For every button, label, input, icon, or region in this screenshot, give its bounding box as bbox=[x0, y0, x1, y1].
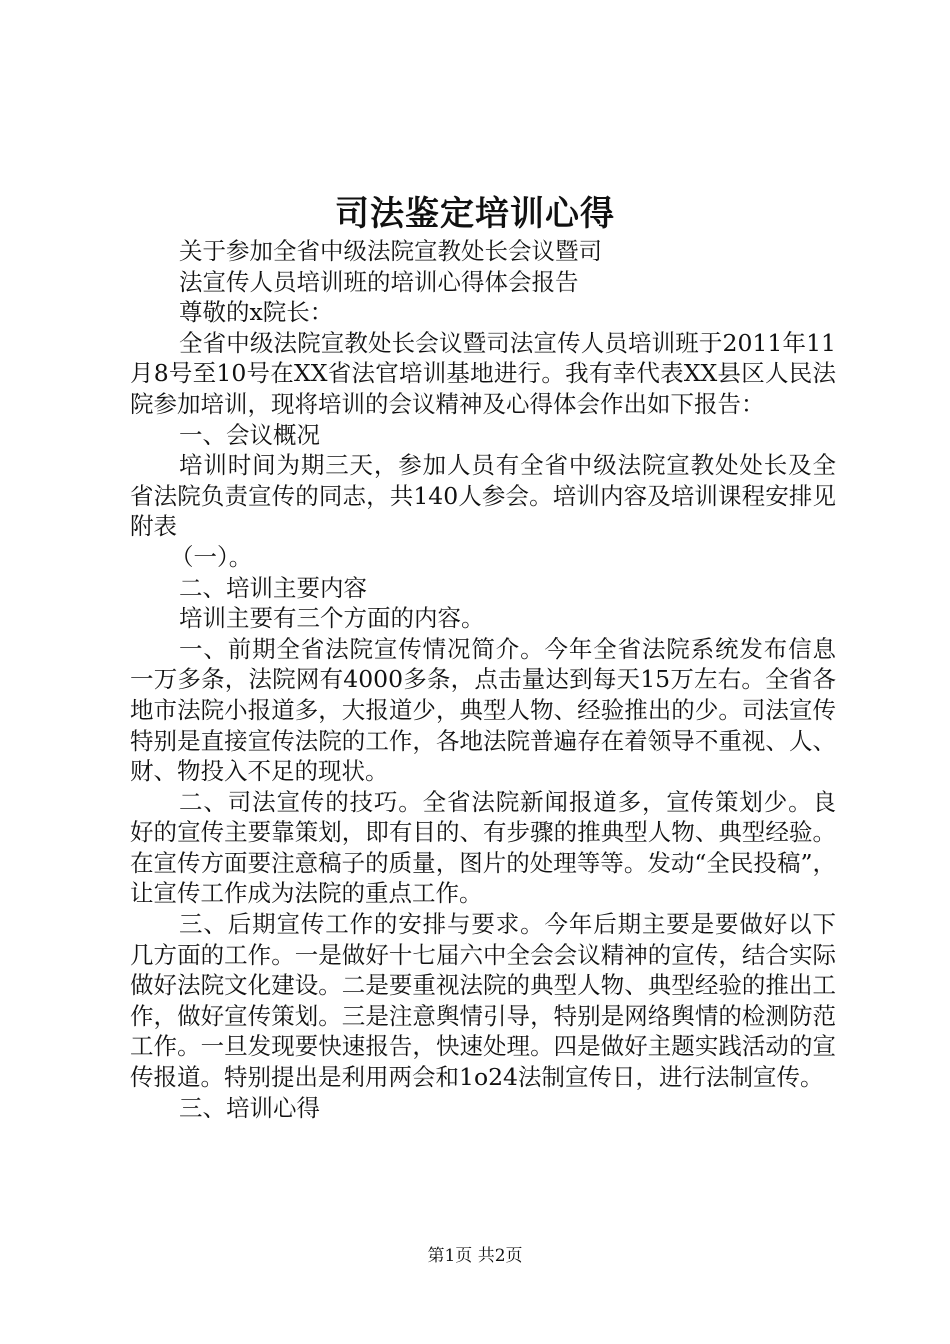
paragraph-heading-line-1: 关于参加全省中级法院宣教处长会议暨司 bbox=[179, 237, 602, 265]
section-heading-content: 二、培训主要内容 bbox=[179, 573, 367, 602]
document-body bbox=[130, 236, 836, 1123]
paragraph-content-summary: 培训主要有三个方面的内容。 bbox=[179, 604, 485, 633]
section-heading-overview: 一、会议概况 bbox=[179, 420, 320, 449]
paragraph-content-1: 一、前期全省法院宣传情况简介。今年全省法院系统发布信息一万多条，法院网有4000多条，点击量达到每天15万左右。全省各地市法院小报道多，大报道少，典型人物、经验推出的少。司法宣传特别是直接宣传法院的工作，各地法院普遍存在着领导不重视、人、财、物投入不足的现状。 bbox=[130, 634, 836, 786]
section-heading-insights: 三、培训心得 bbox=[179, 1093, 320, 1122]
paragraph-intro: 全省中级法院宣教处长会议暨司法宣传人员培训班于2011年11月8号至10号在XX省法官培训基地进行。我有幸代表XX县区人民法院参加培训，现将培训的会议精神及心得体会作出如下报告： bbox=[130, 328, 836, 418]
paragraph-overview: 培训时间为期三天，参加人员有全省中级法院宣教处处长及全省法院负责宣传的同志，共140人参会。培训内容及培训课程安排见附表 bbox=[130, 451, 836, 541]
document-title: 司法鉴定培训心得 bbox=[335, 194, 615, 234]
paragraph-heading-line-2: 法宣传人员培训班的培训心得体会报告 bbox=[179, 267, 579, 296]
paragraph-content-3: 三、后期宣传工作的安排与要求。今年后期主要是要做好以下几方面的工作。一是做好十七届六中全会会议精神的宣传，结合实际做好法院文化建设。二是要重视法院的典型人物、典型经验的推出工作，做好宣传策划。三是注意舆情引导，特别是网络舆情的检测防范工作。一旦发现要快速报告，快速处理。四是做好主题实践活动的宣传报道。特别提出是利用两会和1o24法制宣传日，进行法制宣传。 bbox=[130, 910, 836, 1092]
paragraph-content-2: 二、司法宣传的技巧。全省法院新闻报道多，宣传策划少。良好的宣传主要靠策划，即有目的、有步骤的推典型人物、典型经验。在宣传方面要注意稿子的质量，图片的处理等等。发动“全民投稿”，让宣传工作成为法院的重点工作。 bbox=[130, 787, 836, 908]
page-number-footer: 第1页 共2页 bbox=[427, 1246, 523, 1266]
paragraph-salutation: 尊敬的x院长： bbox=[179, 298, 334, 327]
paragraph-appendix-ref: （一）。 bbox=[170, 542, 253, 571]
